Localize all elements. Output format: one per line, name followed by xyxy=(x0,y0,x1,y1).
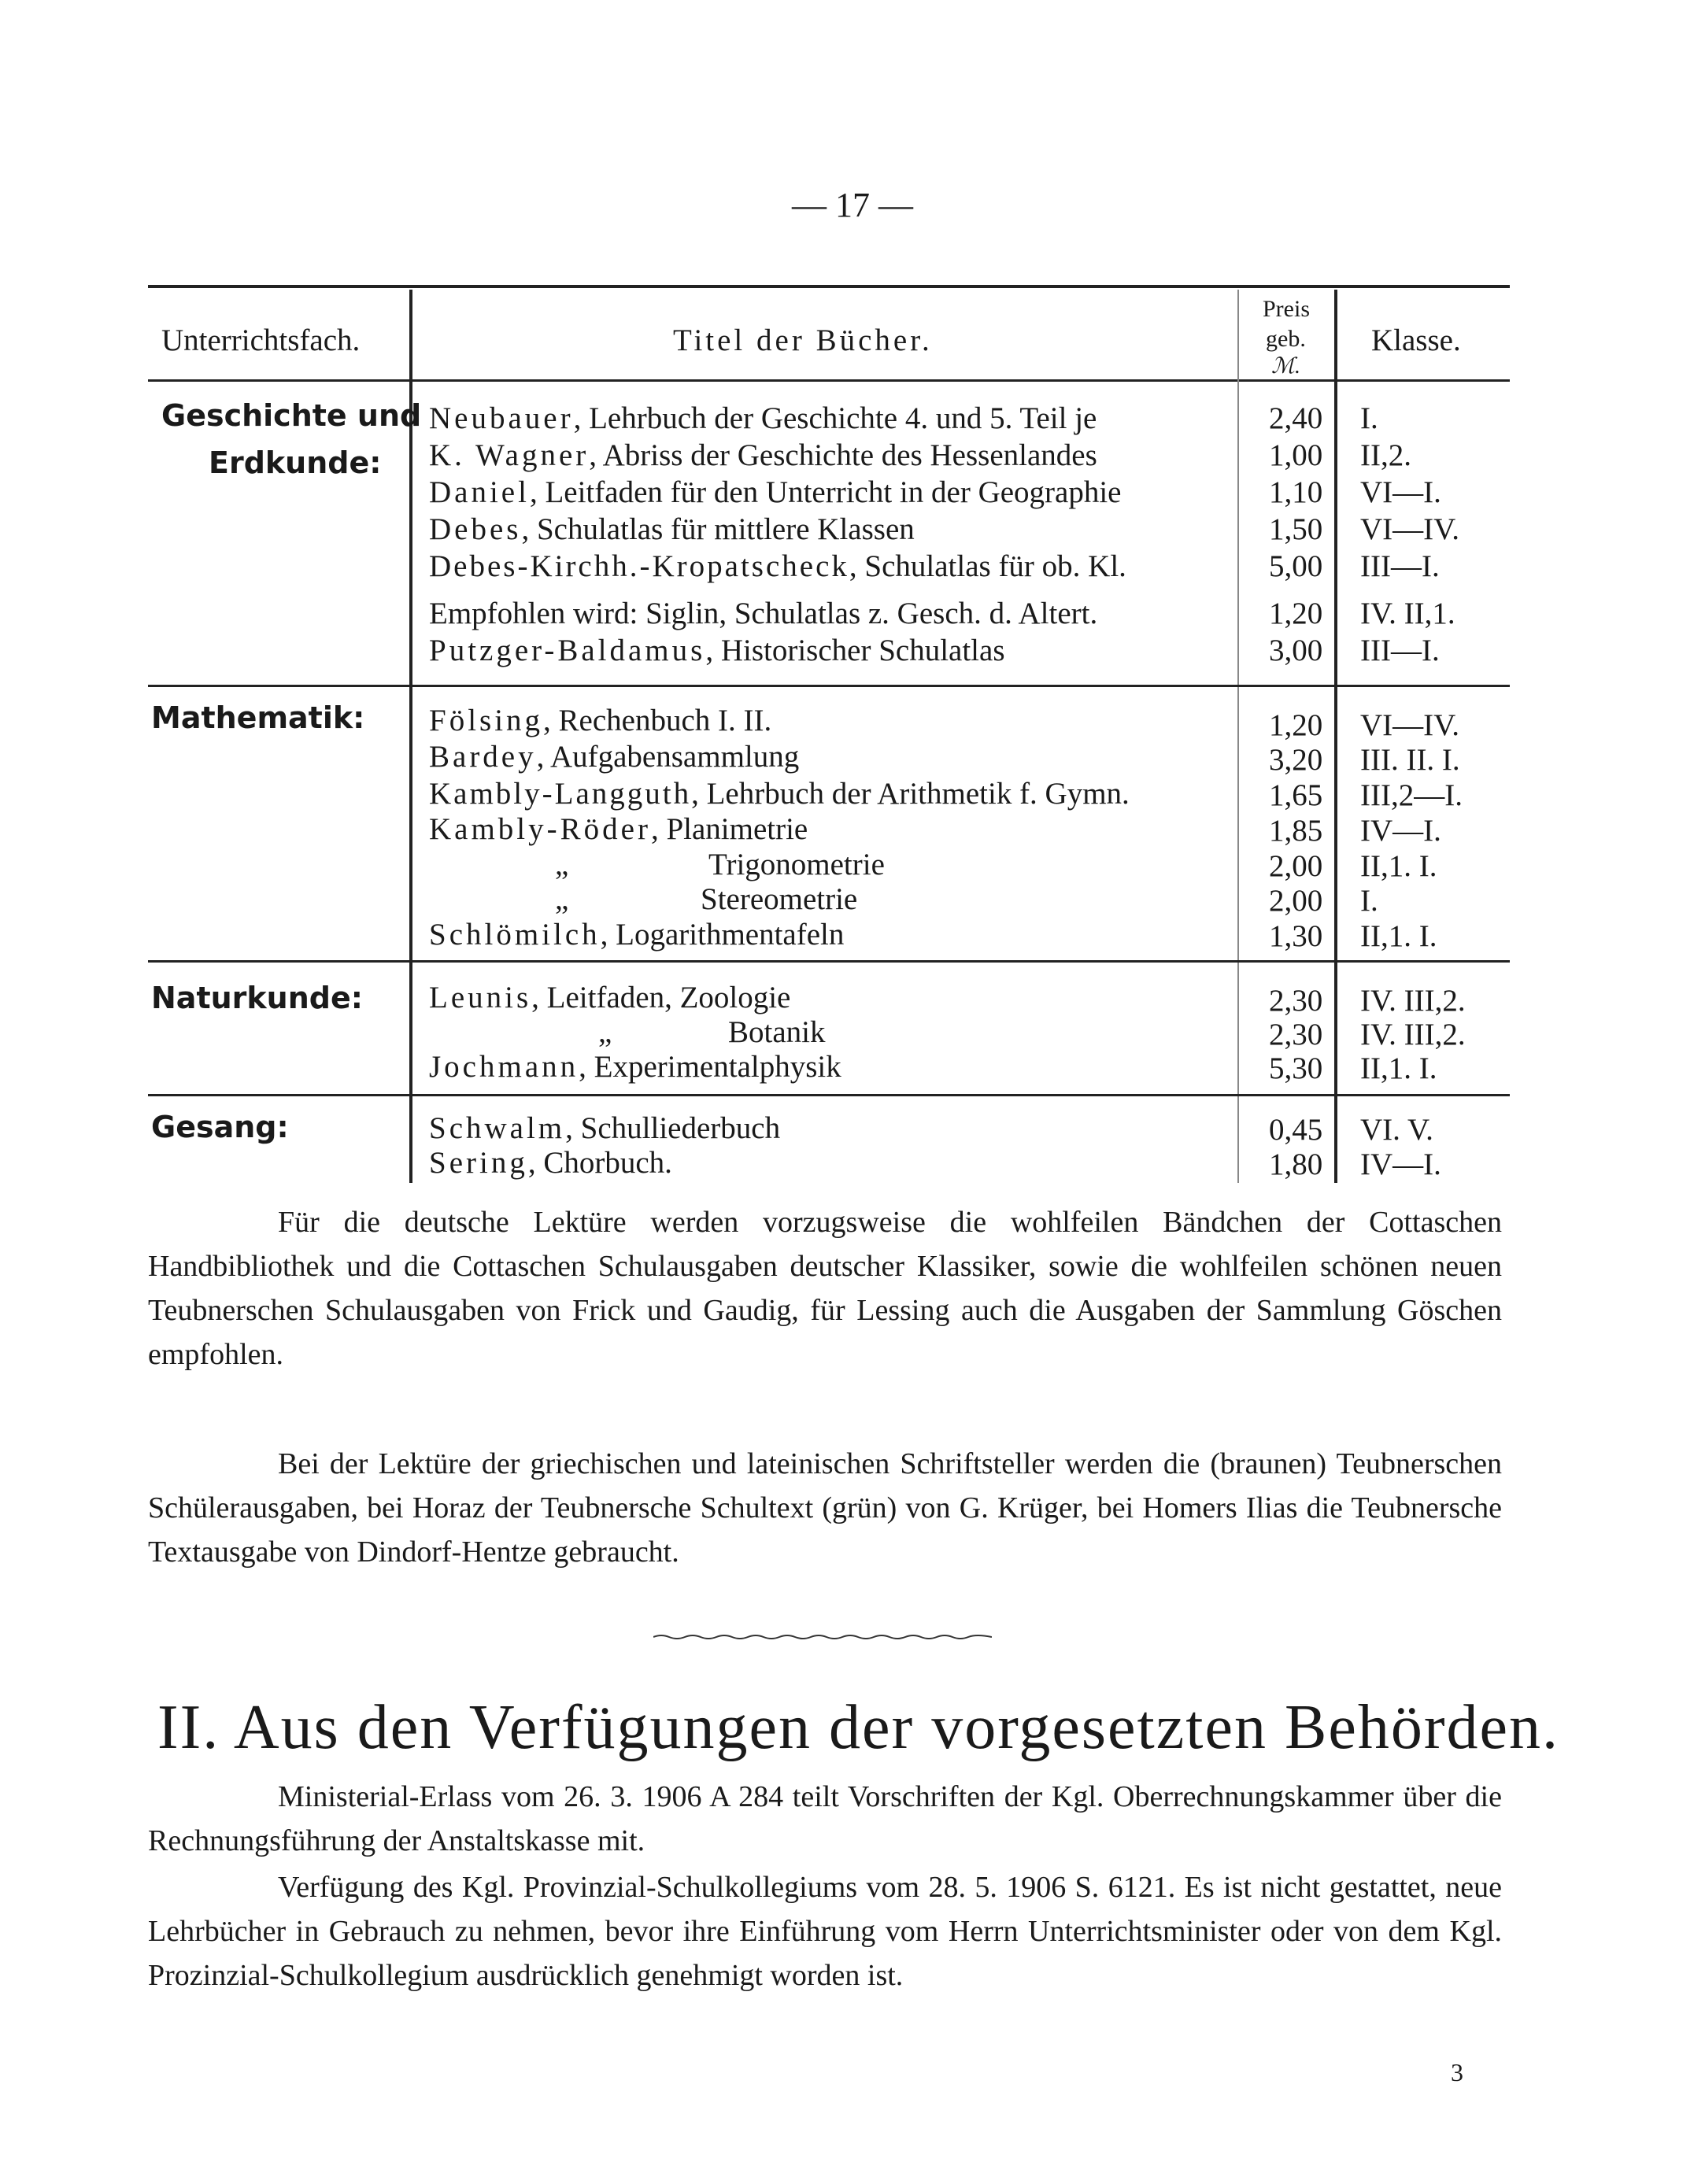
header-title: Titel der Bücher. xyxy=(673,323,933,357)
table-col-rule-3 xyxy=(1334,290,1337,1183)
table-row: Neubauer, Lehrbuch der Geschichte 4. und 5. Teil je xyxy=(429,401,1097,435)
page-number: — 17 — xyxy=(792,186,913,224)
signature-mark: 3 xyxy=(1451,2058,1463,2086)
body-text-2 xyxy=(148,1442,1502,1574)
row-price: 2,00 xyxy=(1269,849,1323,883)
table-row: Fölsing, Rechenbuch I. II. xyxy=(429,704,772,737)
subject-mathematik: Mathematik: xyxy=(151,700,365,735)
table-section-rule-1 xyxy=(148,685,1510,687)
row-class: II,1. I. xyxy=(1360,1051,1437,1085)
table-row: „ xyxy=(555,848,569,881)
header-price-2: geb. xyxy=(1266,326,1306,352)
header-class: Klasse. xyxy=(1371,323,1461,357)
table-row: Debes, Schulatlas für mittlere Klassen xyxy=(429,512,915,546)
paragraph-verfuegung: Verfügung des Kgl. Provinzial-Schulkollegiums vom 28. 5. 1906 S. 6121. Es ist nicht gestattet, neue Lehrbücher in Gebrauch zu nehmen, bevor ihre Einführung vom Herrn Unterrichtsminister oder von dem Kgl. Prozinzial-Schulkollegium ausdrücklich genehmigt worden ist. xyxy=(148,1871,1502,1992)
row-class: III,2—I. xyxy=(1360,778,1463,812)
row-class: IV. II,1. xyxy=(1360,597,1455,630)
row-class: IV—I. xyxy=(1360,1147,1441,1181)
row-price: 2,40 xyxy=(1269,401,1323,435)
header-subject: Unterrichtsfach. xyxy=(161,323,361,357)
table-row: Trigonometrie xyxy=(708,848,885,881)
section-heading: II. Aus den Verfügungen der vorgesetzten Behörden. xyxy=(157,1693,1560,1762)
row-class: III—I. xyxy=(1360,549,1440,583)
row-class: I. xyxy=(1360,401,1378,435)
row-price: 1,30 xyxy=(1269,919,1323,953)
paragraph-griechische-lektuere: Bei der Lektüre der griechischen und lateinischen Schriftsteller werden die (braunen) Teubnerschen Schülerausgaben, bei Horaz der Teubnersche Schultext (grün) von G. Krüger, bei Homers Ilias die Teubnersche Textausgabe von Dindorf-Hentze gebraucht. xyxy=(148,1447,1502,1569)
row-class: VI—IV. xyxy=(1360,512,1460,546)
row-price: 2,30 xyxy=(1269,1018,1323,1051)
paragraph-deutsche-lektuere: Für die deutsche Lektüre werden vorzugsweise die wohlfeilen Bändchen der Cottaschen Handbibliothek und die Cottaschen Schulausgaben deutscher Klassiker, sowie die wohlfeilen schönen neuen Teubnerschen Schulausgaben von Frick und Gaudig, für Lessing auch die Ausgaben der Sammlung Göschen empfohlen. xyxy=(148,1206,1502,1371)
row-price: 1,20 xyxy=(1269,597,1323,630)
row-class: II,1. I. xyxy=(1360,919,1437,953)
row-price: 1,20 xyxy=(1269,708,1323,742)
paragraph-ministerial-erlass: Ministerial-Erlass vom 26. 3. 1906 A 284 teilt Vorschriften der Kgl. Oberrechnungskammer über die Rechnungsführung der Anstaltskasse mit. xyxy=(148,1780,1502,1857)
subject-erdkunde: Erdkunde: xyxy=(209,445,382,480)
table-row: Putzger-Baldamus, Historischer Schulatlas xyxy=(429,634,1005,667)
body-text-1 xyxy=(148,1200,1502,1377)
row-price: 2,30 xyxy=(1269,984,1323,1018)
table-row: K. Wagner, Abriss der Geschichte des Hessenlandes xyxy=(429,438,1097,472)
row-class: IV—I. xyxy=(1360,814,1441,848)
body-text-3 xyxy=(148,1775,1502,1863)
row-price: 0,45 xyxy=(1269,1113,1323,1147)
table-row: Daniel, Leitfaden für den Unterricht in der Geographie xyxy=(429,475,1122,509)
subject-gesang: Gesang: xyxy=(151,1110,289,1144)
table-row: „ xyxy=(598,1015,612,1049)
table-header-rule xyxy=(148,379,1510,382)
table-row: Stereometrie xyxy=(701,882,858,916)
row-price: 1,50 xyxy=(1269,512,1323,546)
table-row: Sering, Chorbuch. xyxy=(429,1146,672,1180)
table-row: Kambly-Röder, Planimetrie xyxy=(429,812,808,846)
row-price: 1,65 xyxy=(1269,778,1323,812)
table-section-rule-3 xyxy=(148,1094,1510,1096)
row-class: III. II. I. xyxy=(1360,743,1460,777)
row-class: III—I. xyxy=(1360,634,1440,667)
table-row: Debes-Kirchh.-Kropatscheck, Schulatlas für ob. Kl. xyxy=(429,549,1126,583)
row-price: 3,00 xyxy=(1269,634,1323,667)
row-price: 2,00 xyxy=(1269,884,1323,918)
table-row: „ xyxy=(555,882,569,916)
table-row: Leunis, Leitfaden, Zoologie xyxy=(429,981,791,1014)
table-row: Bardey, Aufgabensammlung xyxy=(429,740,800,774)
row-price: 3,20 xyxy=(1269,743,1323,777)
row-price: 1,00 xyxy=(1269,438,1323,472)
table-row: Schlömilch, Logarithmentafeln xyxy=(429,918,845,952)
row-class: IV. III,2. xyxy=(1360,984,1466,1018)
header-price-3: ℳ. xyxy=(1271,354,1300,379)
table-section-rule-2 xyxy=(148,960,1510,963)
row-price: 5,30 xyxy=(1269,1051,1323,1085)
row-class: VI—IV. xyxy=(1360,708,1460,742)
subject-geschichte: Geschichte und xyxy=(161,398,422,433)
row-class: VI—I. xyxy=(1360,475,1441,509)
subject-naturkunde: Naturkunde: xyxy=(151,981,363,1015)
row-class: II,1. I. xyxy=(1360,849,1437,883)
row-price: 5,00 xyxy=(1269,549,1323,583)
table-row: Schwalm, Schulliederbuch xyxy=(429,1111,781,1145)
row-class: I. xyxy=(1360,884,1378,918)
table-row: Jochmann, Experimentalphysik xyxy=(429,1050,841,1084)
row-price: 1,85 xyxy=(1269,814,1323,848)
header-price-1: Preis xyxy=(1263,296,1310,322)
table-col-rule-price xyxy=(1237,290,1239,1183)
table-row: Kambly-Langguth, Lehrbuch der Arithmetik f. Gymn. xyxy=(429,777,1130,811)
ornamental-divider xyxy=(653,1631,992,1643)
row-price: 1,80 xyxy=(1269,1147,1323,1181)
body-text-4 xyxy=(148,1865,1502,1997)
row-class: VI. V. xyxy=(1360,1113,1433,1147)
table-row: Empfohlen wird: Siglin, Schulatlas z. Gesch. d. Altert. xyxy=(429,597,1098,630)
row-price: 1,10 xyxy=(1269,475,1323,509)
row-class: II,2. xyxy=(1360,438,1411,472)
table-row: Botanik xyxy=(728,1015,826,1049)
row-class: IV. III,2. xyxy=(1360,1018,1466,1051)
table-top-rule xyxy=(148,285,1510,288)
